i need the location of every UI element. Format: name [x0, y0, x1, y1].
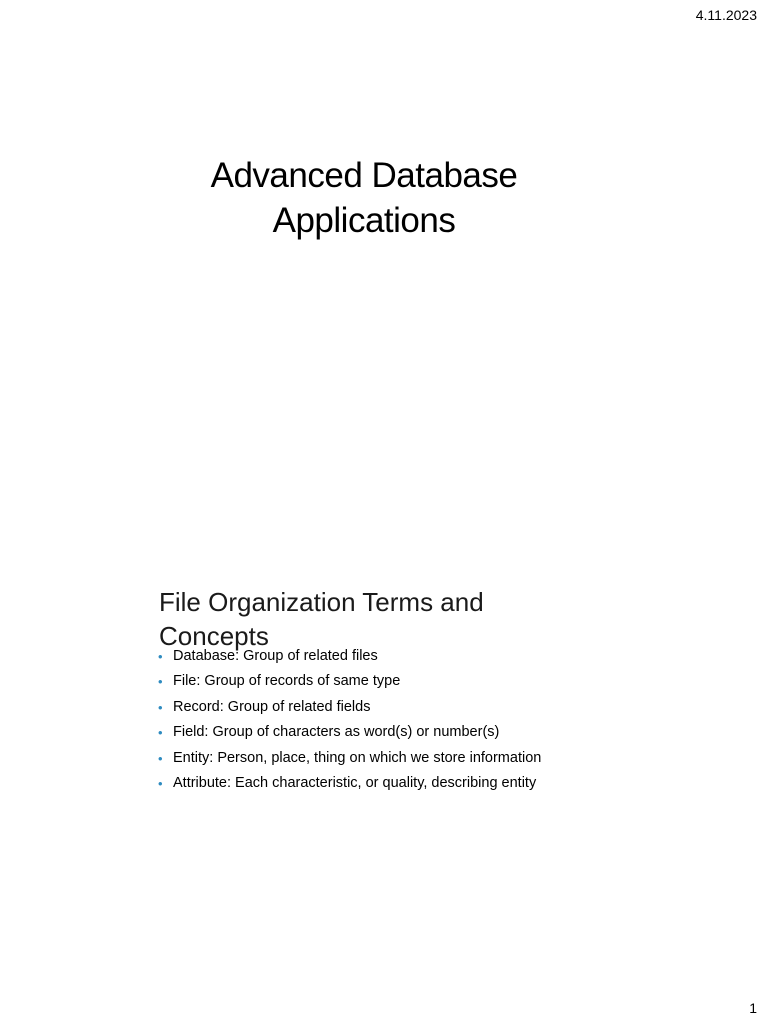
bullet-dot-icon: •	[158, 776, 163, 792]
bullet-item-field	[158, 720, 718, 745]
bullet-item-entity	[158, 746, 718, 771]
bullet-item-record	[158, 695, 718, 720]
bullet-dot-icon: •	[158, 750, 163, 766]
bullet-dot-icon: •	[158, 725, 163, 741]
slide-1-title-line: Advanced Database	[210, 156, 518, 196]
slide-2-title	[159, 585, 659, 653]
bullet-item-attribute	[158, 771, 718, 796]
bullet-dot-icon: •	[158, 674, 163, 690]
page-number: 1	[749, 1000, 757, 1016]
slide-2-title-line: Concepts	[159, 620, 269, 651]
slide-1-title	[130, 153, 598, 243]
bullet-text: Attribute: Each characteristic, or quality, describing entity	[173, 775, 537, 792]
bullet-item-file	[158, 669, 718, 694]
slide-2-bullet-list	[158, 644, 718, 796]
bullet-dot-icon: •	[158, 699, 163, 715]
slide-1-title-line: Applications	[272, 201, 456, 241]
bullet-text: Record: Group of related fields	[173, 698, 371, 715]
bullet-text: File: Group of records of same type	[173, 673, 401, 690]
slide-2-title-line: File Organization Terms and	[159, 586, 484, 617]
bullet-item-database	[158, 644, 718, 669]
bullet-text: Entity: Person, place, thing on which we store information	[173, 749, 542, 766]
bullet-text: Database: Group of related files	[173, 648, 378, 664]
bullet-dot-icon: •	[158, 649, 163, 664]
bullet-text: Field: Group of characters as word(s) or number(s)	[173, 724, 500, 741]
handout-date: 4.11.2023	[695, 7, 757, 23]
